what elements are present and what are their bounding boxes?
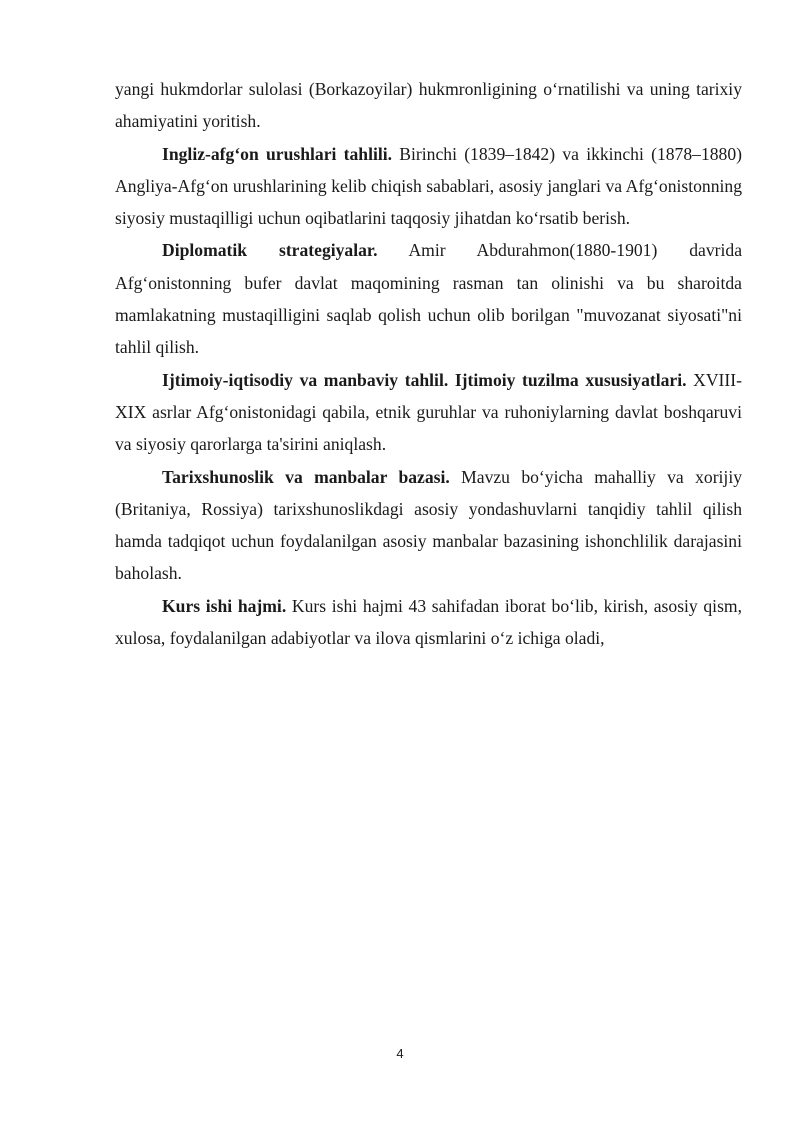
paragraph-text: yangi hukmdorlar sulolasi (Borkazoyilar) hukmronligining o‘rnatilishi va uning tarixiy ahamiyatini yoritish. bbox=[115, 79, 742, 132]
paragraph-text: Amir Abdurahmon(1880-1901) davrida Afg‘onistonning bufer davlat maqomining rasman tan olinishi va bu sharoitda mamlakatning mustaqilligini saqlab qolish uchun olib borilgan "muvozanat siyosati"ni tahlil qilish. bbox=[115, 240, 743, 358]
paragraph-text: Birinchi (1839–1842) va ikkinchi (1878–1880) Angliya-Afg‘on urushlarining kelib chiqish sabablari, asosiy janglari va Afg‘onistonning siyosiy mustaqilligi uchun oqibatlarini taqqosiy jihatdan ko‘rsatib berish. bbox=[115, 143, 742, 229]
paragraph-anglo-afghan-wars bbox=[115, 138, 742, 235]
paragraph-heading: Tarixshunoslik va manbalar bazasi. bbox=[162, 466, 450, 487]
paragraph-text: XVIII-XIX asrlar Afg‘onistonidagi qabila, etnik guruhlar va ruhoniylarning davlat boshqaruvi va siyosiy qarorlarga ta'sirini aniqlash. bbox=[115, 369, 742, 455]
paragraph-heading: Diplomatik strategiyalar. bbox=[162, 240, 378, 261]
paragraph-heading: Kurs ishi hajmi. bbox=[162, 595, 287, 616]
document-body bbox=[115, 73, 742, 654]
paragraph-course-work-volume bbox=[115, 590, 742, 655]
paragraph-heading: Ingliz-afg‘on urushlari tahlili. bbox=[162, 143, 393, 164]
paragraph-heading: Ijtimoiy-iqtisodiy va manbaviy tahlil. Ijtimoiy tuzilma xususiyatlari. bbox=[162, 369, 687, 390]
paragraph-text: Mavzu bo‘yicha mahalliy va xorijiy (Britaniya, Rossiya) tarixshunoslikdagi asosiy yondashuvlarni tanqidiy tahlil qilish hamda tadqiqot uchun foydalanilgan asosiy manbalar bazasining ishonchlilik darajasini baholash. bbox=[115, 466, 743, 584]
paragraph-continuation bbox=[115, 73, 742, 138]
paragraph-text: Kurs ishi hajmi 43 sahifadan iborat bo‘lib, kirish, asosiy qism, xulosa, foydalanilgan adabiyotlar va ilova qismlarini o‘z ichiga oladi, bbox=[115, 595, 742, 649]
page-number: 4 bbox=[396, 1046, 404, 1061]
paragraph-diplomatic-strategies bbox=[115, 234, 742, 363]
paragraph-historiography bbox=[115, 461, 742, 590]
paragraph-socio-economic-analysis bbox=[115, 364, 742, 461]
